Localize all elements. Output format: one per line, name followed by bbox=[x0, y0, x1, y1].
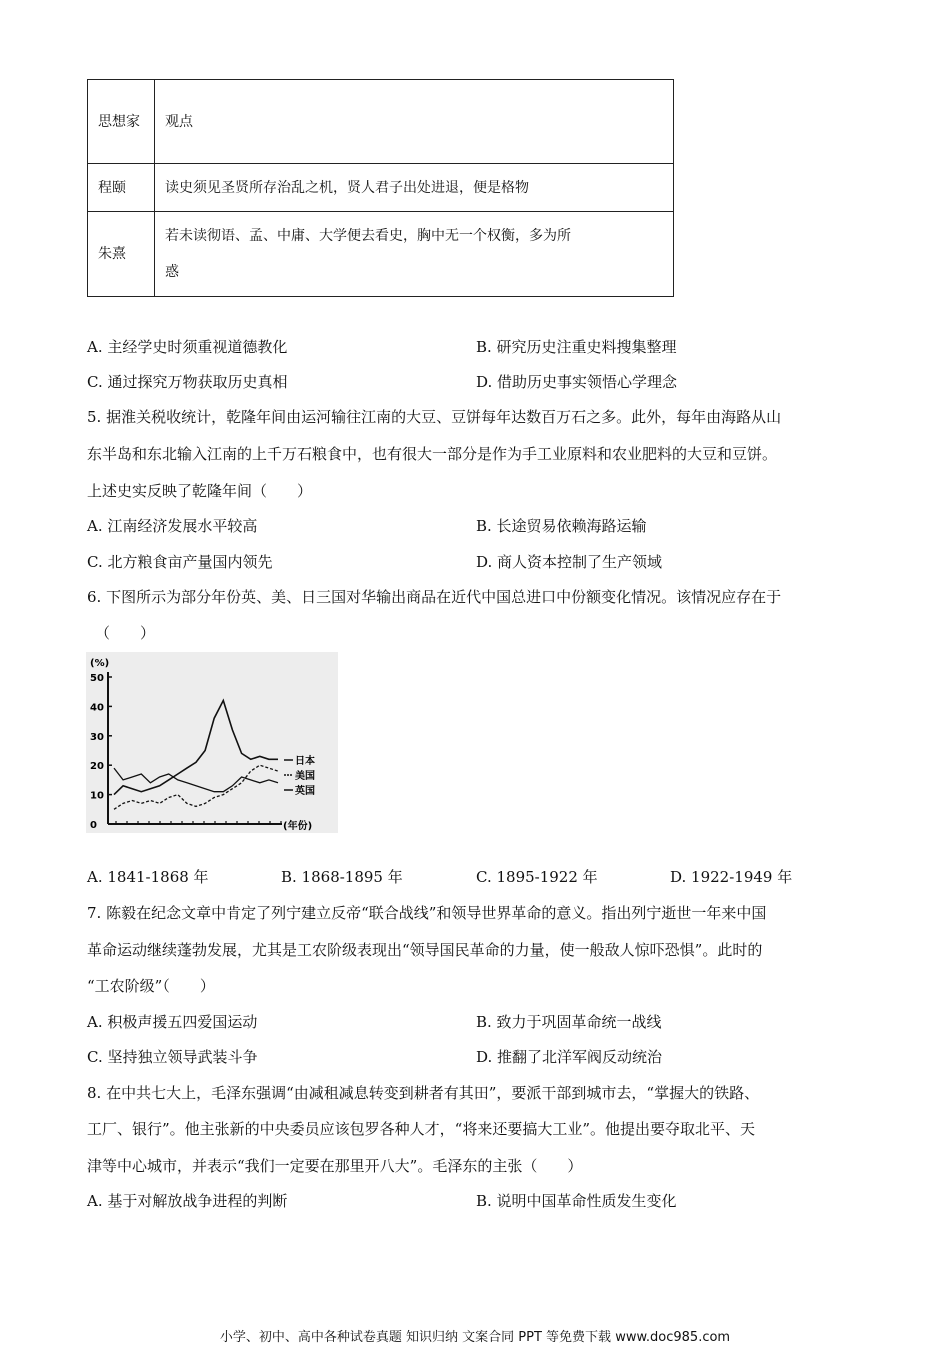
thinkers-table bbox=[87, 79, 674, 297]
trade-share-chart bbox=[86, 652, 338, 833]
chart-y-tick-label: 0 bbox=[90, 820, 97, 831]
chart-legend-label: 英国 bbox=[295, 786, 315, 797]
page-footer: 小学、初中、高中各种试卷真题 知识归纳 文案合同 PPT 等免费下载 www.doc985.com bbox=[219, 1330, 731, 1345]
table-header-row bbox=[88, 80, 674, 164]
q5-stem-line2: 东半岛和东北输入江南的上千万石粮食中，也有很大一部分是作为手工业原料和农业肥料的大豆和豆饼。 bbox=[87, 445, 778, 463]
chart-series-1 bbox=[114, 765, 278, 809]
table-row bbox=[88, 164, 674, 212]
q8-stem-line1: 8. 在中共七大上，毛泽东强调“由减租减息转变到耕者有其田”，要派干部到城市去，“掌握大的铁路、 bbox=[87, 1084, 760, 1102]
chart-xlabel: (年份) bbox=[283, 821, 313, 832]
q7-option-b: B. 致力于巩固革命统一战线 bbox=[476, 1013, 662, 1031]
q6-option-c: C. 1895-1922 年 bbox=[476, 868, 598, 886]
chart-legend-label: 美国 bbox=[295, 771, 315, 782]
q8-stem-line2: 工厂、银行”。他主张新的中央委员应该包罗各种人才，“将来还要搞大工业”。他提出要夺取北平、天 bbox=[87, 1120, 756, 1138]
q7-stem-line3: “工农阶级”（ ） bbox=[87, 977, 215, 995]
q7-option-d: D. 推翻了北洋军阀反动统治 bbox=[476, 1048, 663, 1066]
q4-option-d: D. 借助历史事实领悟心学理念 bbox=[476, 373, 678, 391]
thinker-view: 读史须见圣贤所存治乱之机，贤人君子出处进退，便是格物 bbox=[155, 164, 674, 212]
chart-y-tick-label: 30 bbox=[90, 731, 104, 743]
thinker-view-line1: 若未读彻语、孟、中庸、大学便去看史，胸中无一个权衡，多为所 bbox=[165, 228, 571, 244]
q7-stem-line1: 7. 陈毅在纪念文章中肯定了列宁建立反帝“联合战线”和领导世界革命的意义。指出列宁逝世一年来中国 bbox=[87, 904, 767, 922]
chart-y-tick-label: 40 bbox=[90, 702, 104, 714]
q5-stem-line3: 上述史实反映了乾隆年间（ ） bbox=[87, 482, 313, 500]
chart-series-2 bbox=[114, 768, 278, 792]
chart-y-tick-label: 20 bbox=[90, 761, 104, 773]
chart-legend-label: 日本 bbox=[295, 756, 315, 767]
chart-ylabel: (%) bbox=[90, 658, 110, 669]
q8-stem-line3: 津等中心城市，并表示“我们一定要在那里开八大”。毛泽东的主张（ ） bbox=[87, 1157, 583, 1175]
q6-option-d: D. 1922-1949 年 bbox=[670, 868, 793, 886]
q7-option-c: C. 坚持独立领导武装斗争 bbox=[87, 1048, 258, 1066]
q6-option-a: A. 1841-1868 年 bbox=[87, 868, 209, 886]
q8-option-b: B. 说明中国革命性质发生变化 bbox=[476, 1192, 677, 1210]
q4-option-a: A. 主经学史时须重视道德教化 bbox=[87, 338, 288, 356]
thinker-view-line2: 惑 bbox=[165, 264, 179, 280]
q7-option-a: A. 积极声援五四爱国运动 bbox=[87, 1013, 258, 1031]
header-thinker: 思想家 bbox=[88, 80, 155, 164]
q5-option-b: B. 长途贸易依赖海路运输 bbox=[476, 517, 647, 535]
chart-svg bbox=[86, 652, 338, 833]
chart-y-tick-label: 50 bbox=[90, 673, 104, 684]
q6-option-b: B. 1868-1895 年 bbox=[281, 868, 403, 886]
q7-stem-line2: 革命运动继续蓬勃发展，尤其是工农阶级表现出“领导国民革命的力量，使一般敌人惊吓恐惧”。此时的 bbox=[87, 941, 763, 959]
q5-stem-line1: 5. 据淮关税收统计，乾隆年间由运河输往江南的大豆、豆饼每年达数百万石之多。此外，每年由海路从山 bbox=[87, 408, 782, 426]
header-view: 观点 bbox=[155, 80, 674, 164]
chart-y-tick-label: 10 bbox=[90, 790, 104, 802]
table-row bbox=[88, 212, 674, 297]
thinker-view bbox=[155, 212, 674, 297]
q8-option-a: A. 基于对解放战争进程的判断 bbox=[87, 1192, 288, 1210]
thinker-name: 程颐 bbox=[88, 164, 155, 212]
q5-option-a: A. 江南经济发展水平较高 bbox=[87, 517, 258, 535]
q6-stem-line2: （ ） bbox=[95, 624, 156, 642]
q5-option-d: D. 商人资本控制了生产领域 bbox=[476, 553, 663, 571]
thinker-name: 朱熹 bbox=[88, 212, 155, 297]
q4-option-b: B. 研究历史注重史料搜集整理 bbox=[476, 338, 677, 356]
q5-option-c: C. 北方粮食亩产量国内领先 bbox=[87, 553, 273, 571]
q4-option-c: C. 通过探究万物获取历史真相 bbox=[87, 373, 288, 391]
q6-stem-line1: 6. 下图所示为部分年份英、美、日三国对华输出商品在近代中国总进口中份额变化情况。该情况应存在于 bbox=[87, 588, 782, 606]
